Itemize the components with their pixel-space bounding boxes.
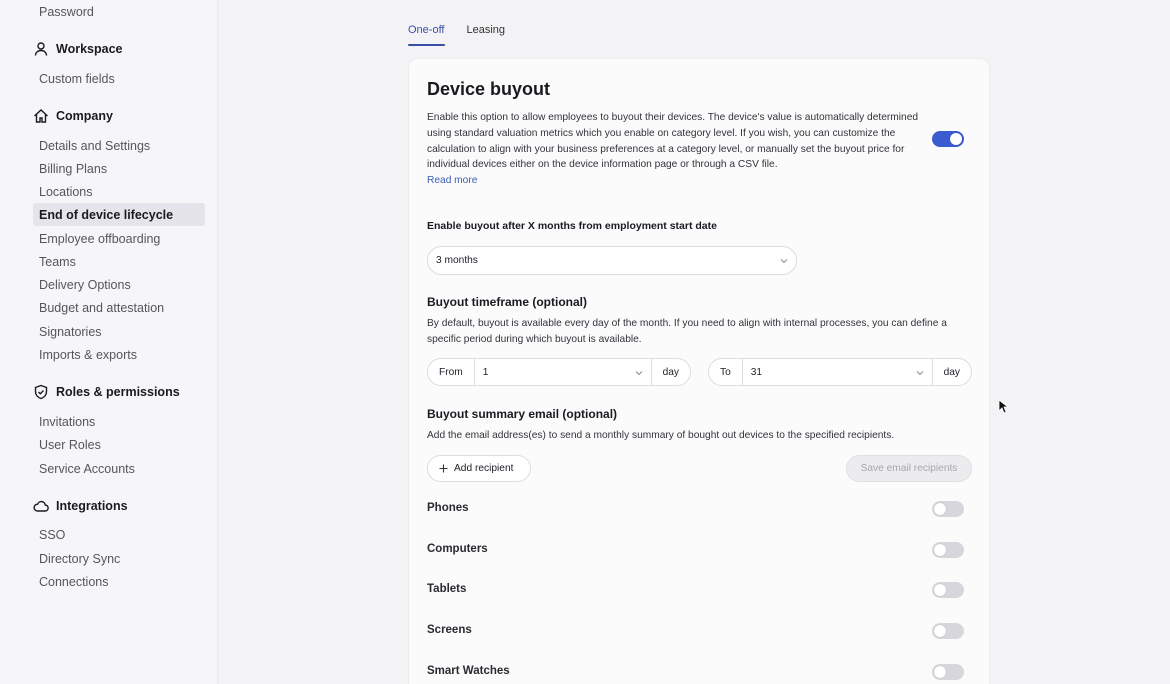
card-description: Enable this option to allow employees to buyout their devices. The device's value is automatically determined using standard valuation metrics which you enable on category level. If you wish, you can customize the calculation to align with your business preferences at a category level, or manually set the buyout price for individual devices either on the device information page or through a CSV file. (427, 112, 919, 171)
sidebar-item-directory-sync[interactable]: Directory Sync (39, 551, 121, 566)
sidebar-item-custom-fields[interactable]: Custom fields (39, 71, 115, 86)
sidebar-section-roles: Roles & permissions (33, 382, 180, 402)
sidebar-item-imports-exports[interactable]: Imports & exports (39, 347, 137, 362)
tab-one-off[interactable]: One-off (408, 18, 445, 46)
sidebar-item-service-accounts[interactable]: Service Accounts (39, 461, 135, 476)
computers-toggle[interactable] (932, 542, 964, 558)
shield-check-icon (33, 384, 49, 400)
category-label-smart-watches: Smart Watches (427, 665, 510, 677)
months-select-value: 3 months (436, 255, 478, 266)
sidebar-item-end-of-device-lifecycle[interactable]: End of device lifecycle (33, 203, 205, 226)
months-label: Enable buyout after X months from employment start date (427, 220, 717, 232)
category-label-phones: Phones (427, 502, 469, 514)
to-label: To (720, 366, 731, 378)
mouse-cursor-icon (998, 399, 1008, 414)
add-recipient-button[interactable]: Add recipient (427, 455, 531, 482)
timeframe-hint: By default, buyout is available every day of the month. If you need to align with internal processes, you can define a specific period during which buyout is available. (427, 318, 947, 345)
summary-title: Buyout summary email (optional) (427, 407, 618, 421)
toggle-knob (950, 133, 962, 145)
timeframe-title: Buyout timeframe (optional) (427, 295, 588, 309)
sidebar-section-integrations: Integrations (33, 496, 128, 516)
sidebar-section-workspace: Workspace (33, 39, 122, 59)
tab-bar (408, 18, 505, 46)
sidebar-item-locations[interactable]: Locations (39, 184, 93, 199)
sidebar-item-delivery-options[interactable]: Delivery Options (39, 277, 131, 292)
chevron-down-icon (780, 257, 788, 265)
plus-icon (439, 464, 448, 473)
save-email-recipients-button[interactable]: Save email recipients (846, 455, 972, 482)
phones-toggle[interactable] (932, 501, 964, 517)
sidebar-item-details-settings[interactable]: Details and Settings (39, 138, 151, 153)
sidebar-item-invitations[interactable]: Invitations (39, 414, 96, 429)
category-label-screens: Screens (427, 624, 472, 636)
sidebar-item-sso[interactable]: SSO (39, 527, 66, 542)
chevron-down-icon (916, 369, 924, 377)
to-unit: day (943, 366, 960, 378)
device-buyout-card (408, 58, 990, 684)
main-content (218, 0, 1170, 684)
category-label-tablets: Tablets (427, 583, 467, 595)
from-label: From (439, 366, 463, 378)
from-day-select[interactable] (474, 359, 652, 385)
buyout-enabled-toggle[interactable] (932, 131, 964, 147)
tablets-toggle[interactable] (932, 582, 964, 598)
screens-toggle[interactable] (932, 623, 964, 639)
user-icon (33, 41, 49, 57)
timeframe-from-field (427, 358, 691, 386)
to-day-select[interactable] (742, 359, 933, 385)
category-label-computers: Computers (427, 543, 488, 555)
sidebar-item-teams[interactable]: Teams (39, 254, 76, 269)
smart-watches-toggle[interactable] (932, 664, 964, 680)
toggle-knob (934, 544, 946, 556)
read-more-link[interactable]: Read more (427, 175, 478, 186)
sidebar-item-user-roles[interactable]: User Roles (39, 437, 101, 452)
home-icon (33, 108, 49, 124)
sidebar-item-budget-attestation[interactable]: Budget and attestation (39, 300, 165, 315)
sidebar (0, 0, 218, 684)
sidebar-item-password[interactable]: Password (39, 4, 94, 19)
timeframe-to-field (708, 358, 972, 386)
to-day-value: 31 (750, 366, 763, 378)
tab-leasing[interactable]: Leasing (466, 24, 506, 36)
toggle-knob (934, 625, 946, 637)
from-day-value: 1 (482, 366, 489, 378)
toggle-knob (934, 503, 946, 515)
toggle-knob (934, 584, 946, 596)
chevron-down-icon (635, 369, 643, 377)
summary-hint: Add the email address(es) to send a monthly summary of bought out devices to the specified recipients. (427, 430, 895, 441)
sidebar-item-signatories[interactable]: Signatories (39, 324, 102, 339)
sidebar-item-employee-offboarding[interactable]: Employee offboarding (39, 231, 161, 246)
sidebar-section-company: Company (33, 106, 113, 126)
card-title: Device buyout (427, 79, 551, 99)
sidebar-item-connections[interactable]: Connections (39, 574, 109, 589)
from-unit: day (662, 366, 679, 378)
toggle-knob (934, 666, 946, 678)
months-select[interactable] (427, 246, 797, 275)
cloud-icon (33, 498, 49, 514)
sidebar-item-billing-plans[interactable]: Billing Plans (39, 161, 108, 176)
